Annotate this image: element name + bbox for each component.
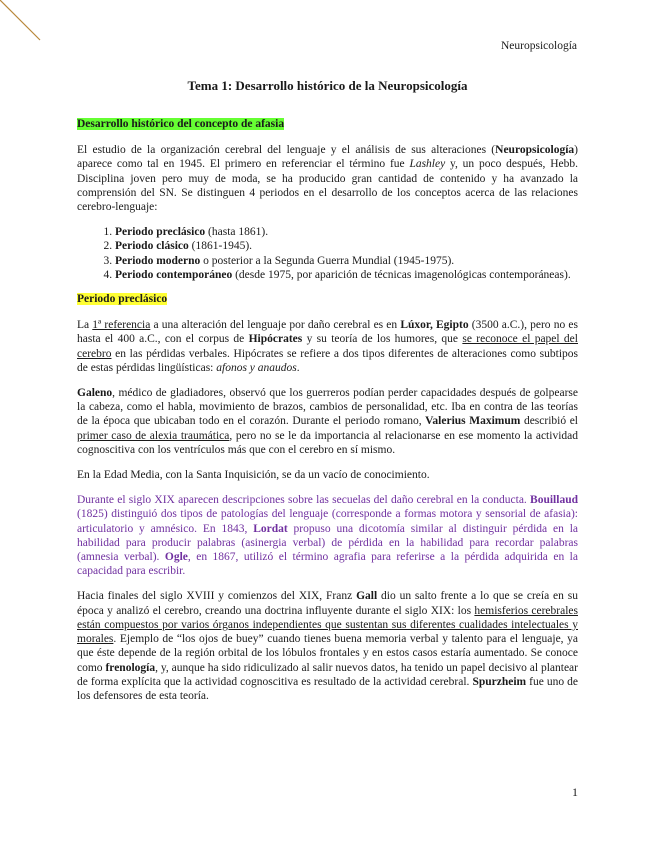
text-run: Lashley [409, 158, 446, 171]
text-run: Neuropsicología [495, 144, 575, 157]
text-run: hemisferios cerebrales están compuestos por varios órganos independientes que sustentan sus diferentes cualidades intelectuales y morales [77, 604, 578, 646]
text-run: Durante el siglo XIX aparecen descripciones sobre las secuelas del daño cerebral en la conducta. [77, 494, 531, 507]
preclasico-paragraphs [77, 318, 578, 703]
page-corner-mark-icon [0, 0, 44, 44]
text-run: (1861-1945). [188, 240, 253, 253]
text-run: , en 1867, utilizó el término agrafia para referirse a la pérdida adquirida en la capacidad para escribir. [77, 551, 578, 578]
text-run: frenología [105, 661, 156, 674]
text-run: o posterior a la Segunda Guerra Mundial (1945-1975). [200, 254, 455, 267]
text-run: afonos y anaudos [216, 361, 297, 374]
text-run: Periodo preclásico [115, 226, 206, 239]
text-run: . Ejemplo de “los ojos de buey” cuando tienes buena memoria verbal y talento para el lenguaje, ya que éste depende de la región orbital de los lóbulos frontales y en estos casos estaría aumentado. Se conoce como [77, 633, 578, 674]
text-run: En la Edad Media, con la Santa Inquisición, se da un vacío de conocimiento. [77, 469, 430, 482]
text-run: describió el [520, 415, 578, 428]
intro-paragraph [77, 143, 578, 214]
text-run: Ogle [164, 551, 188, 564]
text-run: Lordat [253, 522, 288, 535]
section-heading-preclasico: Periodo preclásico [77, 293, 168, 306]
text-run: . [296, 361, 300, 374]
text-run: dio un salto frente a lo que se creía en su época y analizó el cerebro, creando una doctrina influyente durante el siglo XIX: los [77, 590, 578, 617]
body-paragraph [77, 493, 578, 578]
text-run: Spurzheim [472, 675, 527, 688]
running-header: Neuropsicología [500, 40, 577, 52]
text-run: Valerius Maximum [425, 415, 521, 428]
text-run: Hipócrates [248, 333, 303, 346]
text-run: (desde 1975, por aparición de técnicas imagenológicas contemporáneas). [232, 268, 571, 281]
text-run: (1825) distinguió dos tipos de patologías del lenguaje (corresponde a formas motora y sensorial de afasia): articulatorio y amnésico. En 1843, [77, 508, 578, 535]
text-run: , y, aunque ha sido ridiculizado al salir nuevos datos, ha tenido un papel decisivo al plantear de forma explícita que la actividad cognoscitiva es resultado de la actividad cerebral. [77, 661, 578, 688]
period-item [115, 268, 578, 282]
page-number: 1 [572, 785, 578, 799]
text-run: 1ª referencia [92, 319, 151, 332]
text-run: fue uno de los defensores de esta teoría. [77, 675, 578, 702]
text-run: ) aparece como tal en 1945. El primero en referenciar el término fue [77, 144, 578, 171]
text-run: primer caso de alexia traumática [77, 429, 230, 442]
periods-list [77, 225, 578, 282]
text-run: El estudio de la organización cerebral del lenguaje y el análisis de sus alteraciones ( [77, 144, 496, 157]
text-run: Periodo moderno [115, 254, 201, 267]
text-run: (hasta 1861). [205, 226, 269, 239]
body-paragraph [77, 386, 578, 457]
section-heading-afasia: Desarrollo histórico del concepto de afasia [77, 118, 285, 130]
text-run: y su teoría de los humores, que [302, 333, 463, 346]
text-run: Lúxor, Egipto [400, 319, 469, 332]
document-title: Tema 1: Desarrollo histórico de la Neuropsicología [187, 78, 468, 93]
text-run: a una alteración del lenguaje por daño cerebral es en [150, 319, 401, 332]
text-run: en las pérdidas verbales. Hipócrates se refiere a dos tipos diferentes de alteraciones como subtipos de estas pérdidas lingüísticas: [77, 347, 578, 374]
body-paragraph [77, 318, 578, 375]
period-item [115, 225, 578, 239]
body-paragraph [77, 468, 578, 482]
body-paragraph [77, 589, 578, 703]
text-run: (3500 a.C.), pero no es hasta el 400 a.C., con el corpus de [77, 319, 578, 346]
text-run: y, un poco después, Hebb. Disciplina joven pero muy de moda, se ha producido gran cantidad de contenido y ha avanzado la comprensión del SN. Se distinguen 4 periodos en el desarrollo de los conceptos acerca de las relaciones cerebro-lenguaje: [77, 158, 578, 214]
text-run: Gall [356, 590, 378, 603]
text-run: Periodo clásico [115, 240, 189, 253]
text-run: , pero no se le da importancia al relacionarse en ese momento la actividad cognoscitiva con los ventrículos más que con el cerebro en sí mismo. [77, 429, 578, 456]
text-run: se reconoce el papel del cerebro [77, 333, 578, 360]
text-run: , médico de gladiadores, observó que los guerreros podían perder capacidades después de golpearse la cabeza, como el habla, movimiento de brazos, cambios de personalidad, etc. Iba en contra de las teorías de la época que ubicaban todo en el corazón. Durante el periodo romano, [77, 387, 578, 428]
document-body [77, 117, 578, 714]
period-item [115, 239, 578, 253]
text-run: Hacia finales del siglo XVIII y comienzos del XIX, Franz [77, 590, 357, 603]
text-run: Periodo contemporáneo [115, 268, 233, 281]
text-run: Galeno [77, 387, 113, 400]
text-run: La [77, 319, 93, 332]
text-run: propuso una dicotomía similar al distinguir pérdida en la habilidad para producir palabras (asinergia verbal) de pérdida en la habilidad para recordar palabras (amnesia verbal). [77, 522, 579, 564]
period-item [115, 254, 578, 268]
text-run: Bouillaud [530, 494, 578, 507]
